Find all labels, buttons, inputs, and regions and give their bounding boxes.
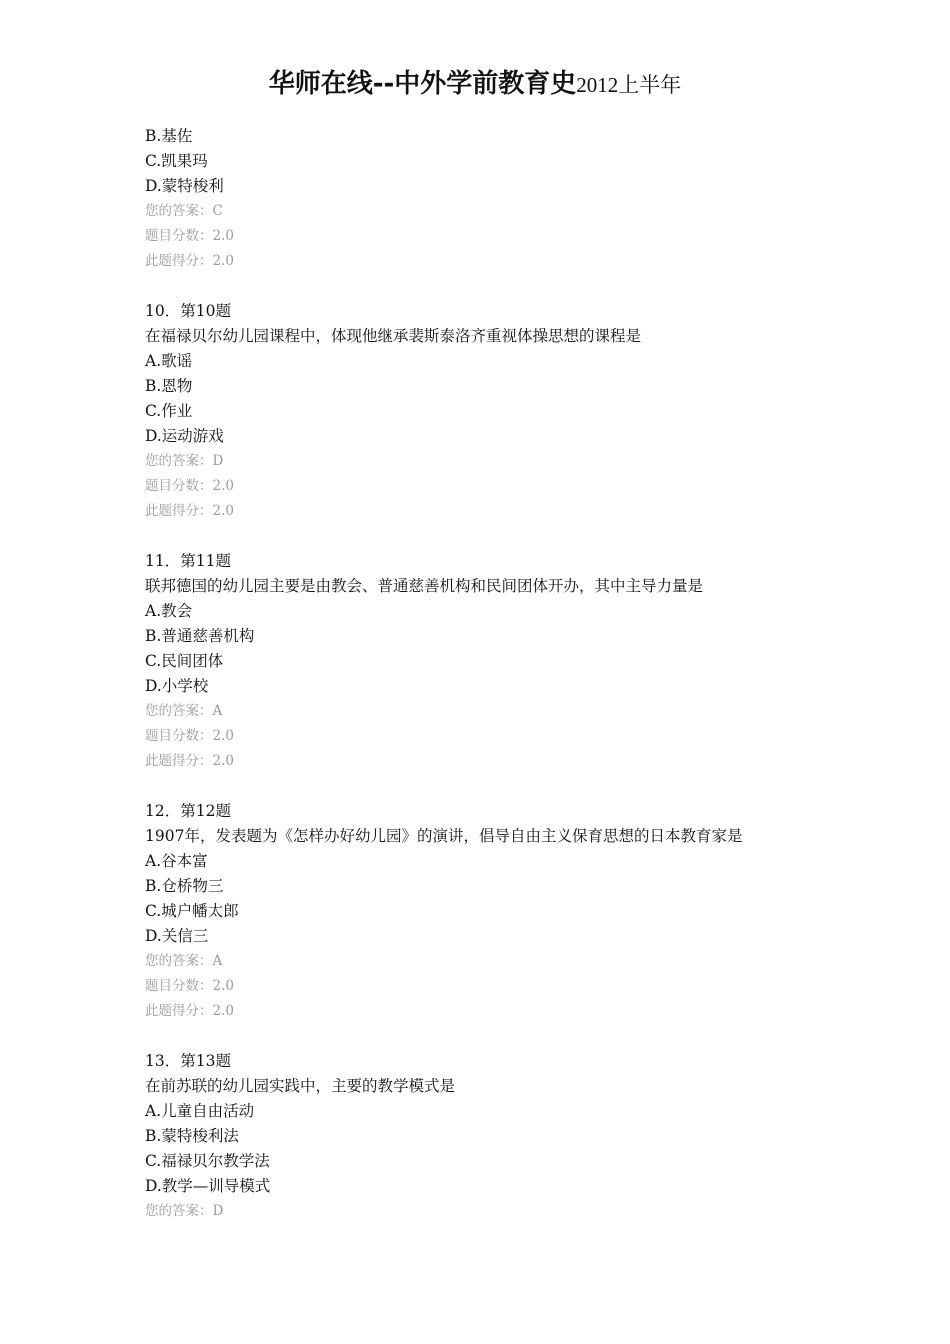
question-text: 1907年，发表题为《怎样办好幼儿园》的演讲，倡导自由主义保育思想的日本教育家是 (145, 827, 743, 845)
question-heading: 12．第12题 (145, 802, 231, 820)
option-d: D.蒙特梭利 (145, 177, 224, 195)
question-score: 题目分数：2.0 (145, 728, 234, 744)
option-d: D.关信三 (145, 927, 209, 945)
document-title: 华师在线--中外学前教育史 (268, 69, 577, 99)
option-b: B.恩物 (145, 377, 193, 395)
question-heading: 10．第10题 (145, 302, 231, 320)
question-text: 联邦德国的幼儿园主要是由教会、普通慈善机构和民间团体开办，其中主导力量是 (145, 577, 704, 595)
page-title (0, 66, 950, 103)
option-b: B.仓桥物三 (145, 877, 224, 895)
question-score: 题目分数：2.0 (145, 978, 234, 994)
option-c: C.作业 (145, 402, 193, 420)
question-block-12 (145, 799, 845, 1024)
option-d: D.小学校 (145, 677, 209, 695)
question-text: 在前苏联的幼儿园实践中，主要的教学模式是 (145, 1077, 456, 1095)
question-score: 题目分数：2.0 (145, 478, 234, 494)
question-block-13 (145, 1049, 845, 1224)
question-list (145, 124, 845, 1224)
your-answer: 您的答案：D (145, 1203, 224, 1219)
question-heading: 11．第11题 (145, 552, 231, 570)
option-d: D.教学—训导模式 (145, 1177, 271, 1195)
option-c: C.福禄贝尔教学法 (145, 1152, 270, 1170)
option-d: D.运动游戏 (145, 427, 224, 445)
option-a: A.歌谣 (145, 352, 193, 370)
your-answer: 您的答案：A (145, 703, 223, 719)
your-answer: 您的答案：D (145, 453, 224, 469)
document-subtitle: 2012上半年 (576, 73, 682, 97)
option-b: B.基佐 (145, 127, 193, 145)
option-b: B.蒙特梭利法 (145, 1127, 239, 1145)
earned-score: 此题得分：2.0 (145, 1003, 234, 1019)
question-block-11 (145, 549, 845, 774)
option-c: C.民间团体 (145, 652, 224, 670)
question-heading: 13．第13题 (145, 1052, 231, 1070)
question-score: 题目分数：2.0 (145, 228, 234, 244)
earned-score: 此题得分：2.0 (145, 253, 234, 269)
question-text: 在福禄贝尔幼儿园课程中，体现他继承裴斯泰洛齐重视体操思想的课程是 (145, 327, 642, 345)
option-b: B.普通慈善机构 (145, 627, 255, 645)
question-block-carryover (145, 124, 845, 274)
earned-score: 此题得分：2.0 (145, 753, 234, 769)
question-block-10 (145, 299, 845, 524)
your-answer: 您的答案：C (145, 203, 223, 219)
option-a: A.儿童自由活动 (145, 1102, 255, 1120)
earned-score: 此题得分：2.0 (145, 503, 234, 519)
option-a: A.教会 (145, 602, 193, 620)
option-a: A.谷本富 (145, 852, 208, 870)
option-c: C.城户幡太郎 (145, 902, 239, 920)
option-c: C.凯果玛 (145, 152, 208, 170)
your-answer: 您的答案：A (145, 953, 223, 969)
